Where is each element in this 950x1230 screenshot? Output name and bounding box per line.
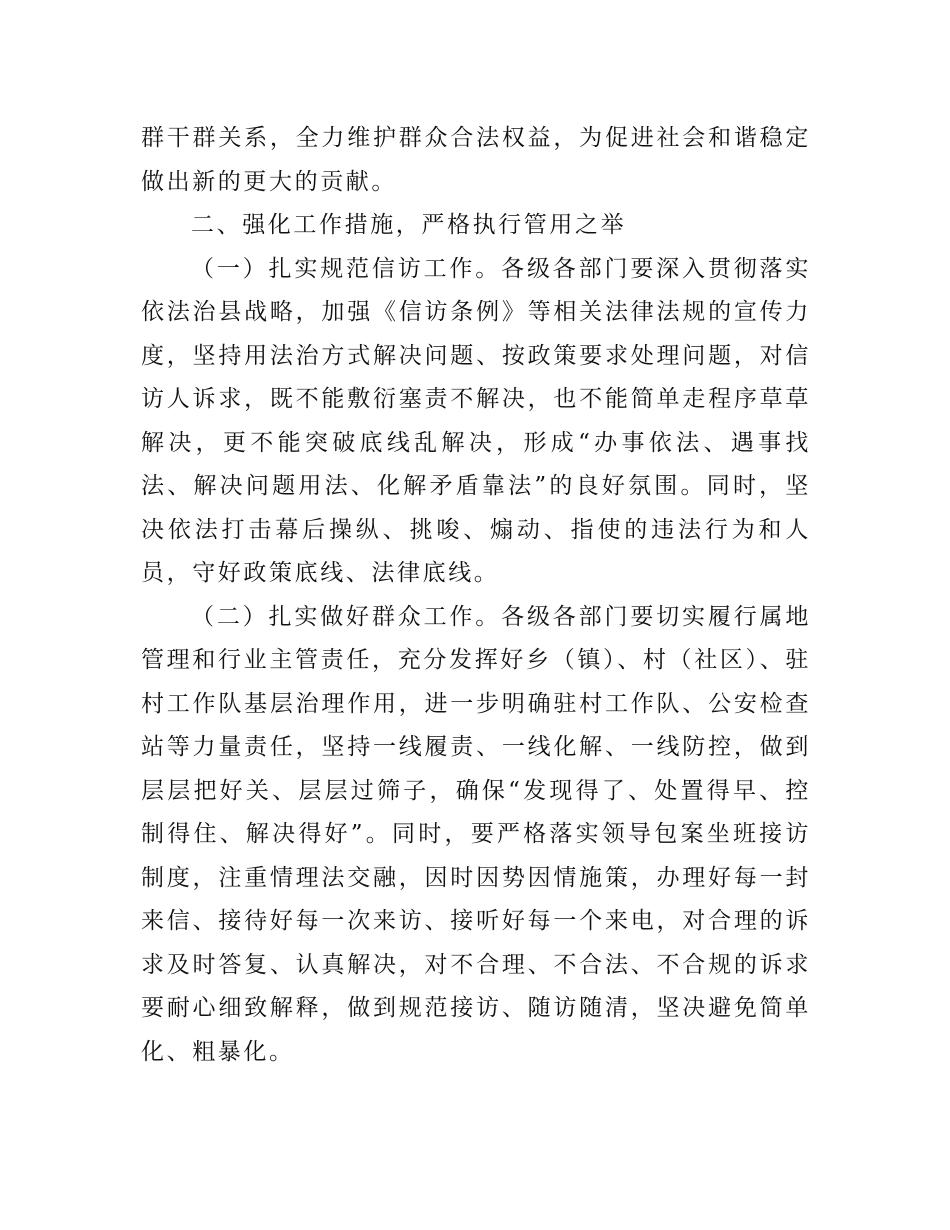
- paragraph-petition-work: （一）扎实规范信访工作。各级各部门要深入贯彻落实依法治县战略，加强《信访条例》等相关法律法规的宣传力度，坚持用法治方式解决问题、按政策要求处理问题，对信访人诉求，既不能敷衍塞责不解决，也不能简单走程序草草解决，更不能突破底线乱解决，形成“办事依法、遇事找法、解决问题用法、化解矛盾靠法”的良好氛围。同时，坚决依法打击幕后操纵、挑唆、煽动、指使的违法行为和人员，守好政策底线、法律底线。: [141, 255, 811, 586]
- document-body: [141, 117, 811, 1074]
- paragraph-continuation: 群干群关系，全力维护群众合法权益，为促进社会和谐稳定做出新的更大的贡献。: [141, 125, 811, 195]
- paragraph-mass-work: （二）扎实做好群众工作。各级各部门要切实履行属地管理和行业主管责任，充分发挥好乡（镇）、村（社区）、驻村工作队基层治理作用，进一步明确驻村工作队、公安检查站等力量责任，坚持一线履责、一线化解、一线防控，做到层层把好关、层层过筛子，确保“发现得了、处置得早、控制得住、解决得好”。同时，要严格落实领导包案坐班接访制度，注重情理法交融，因时因势因情施策，办理好每一封来信、接待好每一次来访、接听好每一个来电，对合理的诉求及时答复、认真解决，对不合理、不合法、不合规的诉求要耐心细致解释，做到规范接访、随访随清，坚决避免简单化、粗暴化。: [141, 603, 811, 1065]
- section-heading: 二、强化工作措施，严格执行管用之举: [191, 212, 627, 238]
